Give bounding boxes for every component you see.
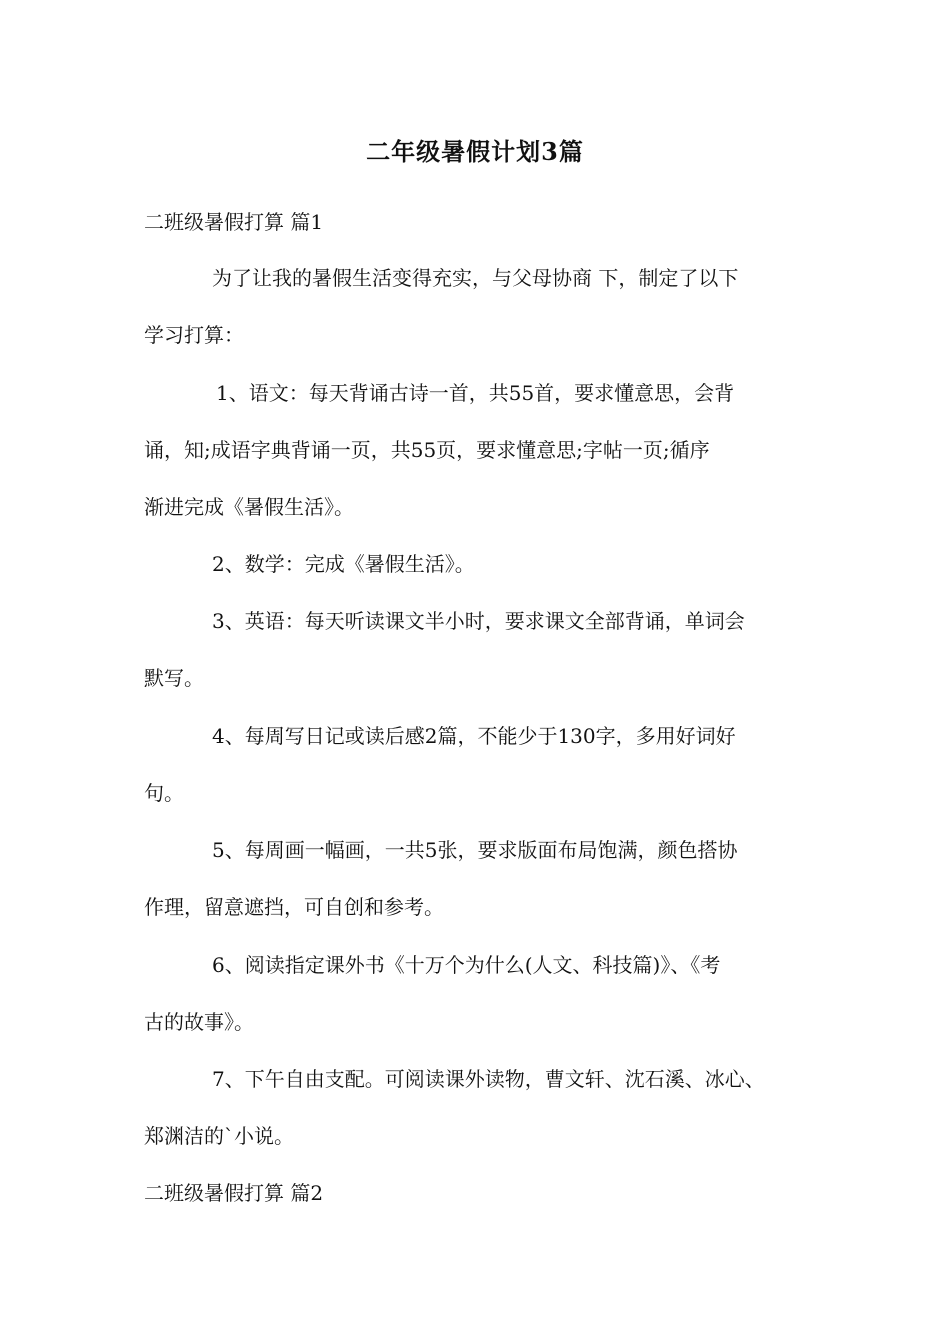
paragraph-line: 6、阅读指定课外书《十万个为什么(人文、科技篇)》、《考	[212, 953, 721, 977]
section-heading-1: 二班级暑假打算 篇1	[144, 210, 324, 234]
paragraph-line: 郑渊洁的`小说。	[144, 1124, 294, 1148]
paragraph-line: 4、每周写日记或读后感2篇，不能少于130字，多用好词好	[212, 724, 736, 748]
paragraph-line: 7、下午自由支配。可阅读课外读物，曹文轩、沈石溪、冰心、	[212, 1067, 765, 1091]
paragraph-line: 5、每周画一幅画，一共5张，要求版面布局饱满，颜色搭协	[212, 838, 738, 862]
paragraph-line: 3、英语：每天听读课文半小时，要求课文全部背诵，单词会	[212, 609, 745, 633]
paragraph-line: 学习打算：	[144, 323, 244, 347]
paragraph-line: 古的故事》。	[144, 1010, 254, 1034]
paragraph-line: 渐进完成《暑假生活》。	[144, 495, 354, 519]
paragraph-line: 诵，知;成语字典背诵一页，共55页，要求懂意思;字帖一页;循序	[144, 438, 710, 462]
paragraph-line: 为了让我的暑假生活变得充实，与父母协商 下，制定了以下	[212, 266, 739, 290]
paragraph-line: 默写。	[144, 666, 204, 690]
paragraph-line: 2、数学：完成《暑假生活》。	[212, 552, 475, 576]
paragraph-line: 1、语文：每天背诵古诗一首，共55首，要求懂意思，会背	[216, 381, 735, 405]
section-heading-2: 二班级暑假打算 篇2	[144, 1181, 324, 1205]
paragraph-line: 句。	[144, 781, 184, 805]
paragraph-line: 作理，留意遮挡，可自创和参考。	[144, 895, 444, 919]
document-title: 二年级暑假计划3篇	[366, 137, 584, 166]
